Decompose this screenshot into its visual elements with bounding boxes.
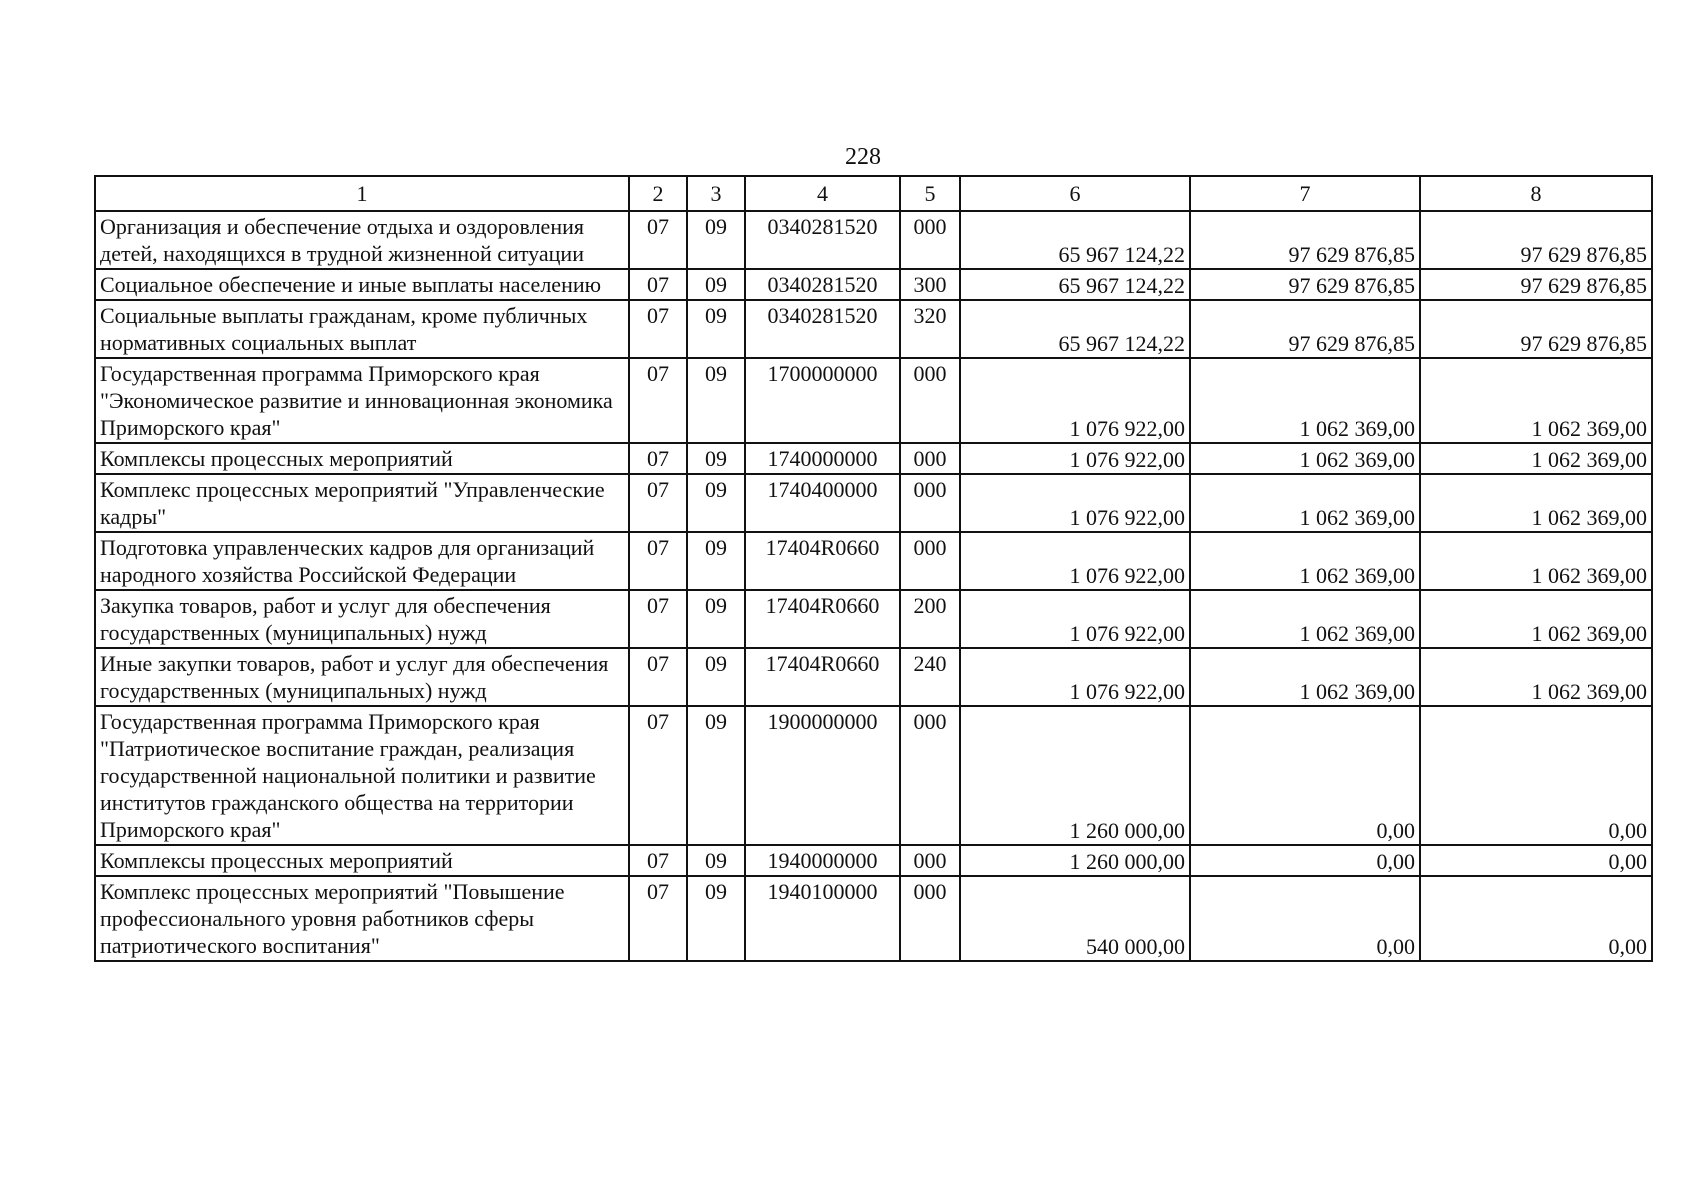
row-amount-col8: 1 062 369,00: [1420, 443, 1652, 474]
table-row: [95, 590, 1652, 648]
table-row: [95, 474, 1652, 532]
row-name: Государственная программа Приморского края "Экономическое развитие и инновационная экономика Приморского края": [95, 358, 629, 443]
row-amount-col6: 1 076 922,00: [960, 443, 1190, 474]
col-header-1: 1: [95, 176, 629, 211]
row-expense-type-code: 000: [900, 876, 960, 961]
row-subsection-code: 09: [687, 876, 745, 961]
table-row: [95, 300, 1652, 358]
col-header-6: 6: [960, 176, 1190, 211]
row-amount-col7: 97 629 876,85: [1190, 269, 1420, 300]
row-amount-col7: 97 629 876,85: [1190, 211, 1420, 269]
row-expense-type-code: 000: [900, 706, 960, 845]
row-expense-type-code: 000: [900, 532, 960, 590]
row-expense-type-code: 000: [900, 443, 960, 474]
row-section-code: 07: [629, 648, 687, 706]
budget-table: [94, 175, 1653, 962]
row-amount-col8: 1 062 369,00: [1420, 474, 1652, 532]
row-amount-col6: 1 076 922,00: [960, 648, 1190, 706]
row-subsection-code: 09: [687, 590, 745, 648]
row-section-code: 07: [629, 876, 687, 961]
row-amount-col7: 0,00: [1190, 706, 1420, 845]
row-target-article-code: 17404R0660: [745, 648, 900, 706]
row-section-code: 07: [629, 269, 687, 300]
row-expense-type-code: 320: [900, 300, 960, 358]
row-target-article-code: 0340281520: [745, 211, 900, 269]
table-row: [95, 648, 1652, 706]
row-subsection-code: 09: [687, 269, 745, 300]
table-row: [95, 706, 1652, 845]
row-amount-col7: 0,00: [1190, 845, 1420, 876]
row-expense-type-code: 000: [900, 358, 960, 443]
row-section-code: 07: [629, 706, 687, 845]
row-target-article-code: 17404R0660: [745, 590, 900, 648]
row-amount-col8: 0,00: [1420, 706, 1652, 845]
row-subsection-code: 09: [687, 532, 745, 590]
row-name: Комплекс процессных мероприятий "Повышение профессионального уровня работников сферы патриотического воспитания": [95, 876, 629, 961]
page-number: 228: [845, 144, 881, 170]
row-section-code: 07: [629, 300, 687, 358]
row-name: Комплексы процессных мероприятий: [95, 845, 629, 876]
row-expense-type-code: 000: [900, 474, 960, 532]
row-subsection-code: 09: [687, 443, 745, 474]
row-target-article-code: 1700000000: [745, 358, 900, 443]
row-name: Государственная программа Приморского края "Патриотическое воспитание граждан, реализация государственной национальной политики и развитие институтов гражданского общества на территории Приморского края": [95, 706, 629, 845]
row-expense-type-code: 240: [900, 648, 960, 706]
row-section-code: 07: [629, 590, 687, 648]
col-header-5: 5: [900, 176, 960, 211]
row-expense-type-code: 000: [900, 211, 960, 269]
row-section-code: 07: [629, 474, 687, 532]
row-subsection-code: 09: [687, 648, 745, 706]
row-subsection-code: 09: [687, 358, 745, 443]
col-header-3: 3: [687, 176, 745, 211]
row-amount-col7: 1 062 369,00: [1190, 358, 1420, 443]
row-subsection-code: 09: [687, 845, 745, 876]
row-amount-col6: 1 076 922,00: [960, 358, 1190, 443]
row-target-article-code: 0340281520: [745, 300, 900, 358]
row-amount-col6: 65 967 124,22: [960, 269, 1190, 300]
row-amount-col6: 1 076 922,00: [960, 532, 1190, 590]
row-target-article-code: 1940000000: [745, 845, 900, 876]
row-section-code: 07: [629, 532, 687, 590]
row-amount-col7: 1 062 369,00: [1190, 474, 1420, 532]
row-amount-col6: 1 260 000,00: [960, 706, 1190, 845]
row-target-article-code: 17404R0660: [745, 532, 900, 590]
table-row: [95, 532, 1652, 590]
col-header-4: 4: [745, 176, 900, 211]
row-amount-col8: 0,00: [1420, 845, 1652, 876]
row-subsection-code: 09: [687, 474, 745, 532]
row-subsection-code: 09: [687, 706, 745, 845]
row-expense-type-code: 300: [900, 269, 960, 300]
row-amount-col6: 1 076 922,00: [960, 474, 1190, 532]
row-target-article-code: 1740000000: [745, 443, 900, 474]
row-amount-col7: 1 062 369,00: [1190, 532, 1420, 590]
row-amount-col8: 1 062 369,00: [1420, 532, 1652, 590]
row-name: Подготовка управленческих кадров для организаций народного хозяйства Российской Федерации: [95, 532, 629, 590]
row-name: Организация и обеспечение отдыха и оздоровления детей, находящихся в трудной жизненной ситуации: [95, 211, 629, 269]
col-header-7: 7: [1190, 176, 1420, 211]
row-amount-col6: 540 000,00: [960, 876, 1190, 961]
row-amount-col7: 1 062 369,00: [1190, 443, 1420, 474]
row-section-code: 07: [629, 443, 687, 474]
row-amount-col8: 1 062 369,00: [1420, 358, 1652, 443]
table-body: [95, 211, 1652, 961]
row-name: Закупка товаров, работ и услуг для обеспечения государственных (муниципальных) нужд: [95, 590, 629, 648]
table-row: [95, 876, 1652, 961]
row-amount-col7: 0,00: [1190, 876, 1420, 961]
row-section-code: 07: [629, 211, 687, 269]
row-subsection-code: 09: [687, 300, 745, 358]
row-subsection-code: 09: [687, 211, 745, 269]
table-row: [95, 358, 1652, 443]
row-name: Социальное обеспечение и иные выплаты населению: [95, 269, 629, 300]
row-name: Социальные выплаты гражданам, кроме публичных нормативных социальных выплат: [95, 300, 629, 358]
row-amount-col8: 1 062 369,00: [1420, 590, 1652, 648]
table-row: [95, 269, 1652, 300]
row-amount-col6: 1 076 922,00: [960, 590, 1190, 648]
row-amount-col6: 65 967 124,22: [960, 211, 1190, 269]
table-header: [95, 176, 1652, 211]
row-amount-col6: 65 967 124,22: [960, 300, 1190, 358]
col-header-8: 8: [1420, 176, 1652, 211]
row-amount-col7: 1 062 369,00: [1190, 648, 1420, 706]
row-target-article-code: 1740400000: [745, 474, 900, 532]
row-name: Комплексы процессных мероприятий: [95, 443, 629, 474]
row-section-code: 07: [629, 845, 687, 876]
header-row: [95, 176, 1652, 211]
row-name: Иные закупки товаров, работ и услуг для обеспечения государственных (муниципальных) нужд: [95, 648, 629, 706]
table-row: [95, 845, 1652, 876]
row-amount-col8: 97 629 876,85: [1420, 269, 1652, 300]
row-amount-col8: 97 629 876,85: [1420, 300, 1652, 358]
table-row: [95, 211, 1652, 269]
row-target-article-code: 1940100000: [745, 876, 900, 961]
row-expense-type-code: 200: [900, 590, 960, 648]
row-amount-col6: 1 260 000,00: [960, 845, 1190, 876]
row-amount-col8: 0,00: [1420, 876, 1652, 961]
row-name: Комплекс процессных мероприятий "Управленческие кадры": [95, 474, 629, 532]
row-amount-col8: 97 629 876,85: [1420, 211, 1652, 269]
row-expense-type-code: 000: [900, 845, 960, 876]
row-section-code: 07: [629, 358, 687, 443]
row-target-article-code: 0340281520: [745, 269, 900, 300]
row-amount-col8: 1 062 369,00: [1420, 648, 1652, 706]
row-amount-col7: 1 062 369,00: [1190, 590, 1420, 648]
row-target-article-code: 1900000000: [745, 706, 900, 845]
row-amount-col7: 97 629 876,85: [1190, 300, 1420, 358]
col-header-2: 2: [629, 176, 687, 211]
table-row: [95, 443, 1652, 474]
